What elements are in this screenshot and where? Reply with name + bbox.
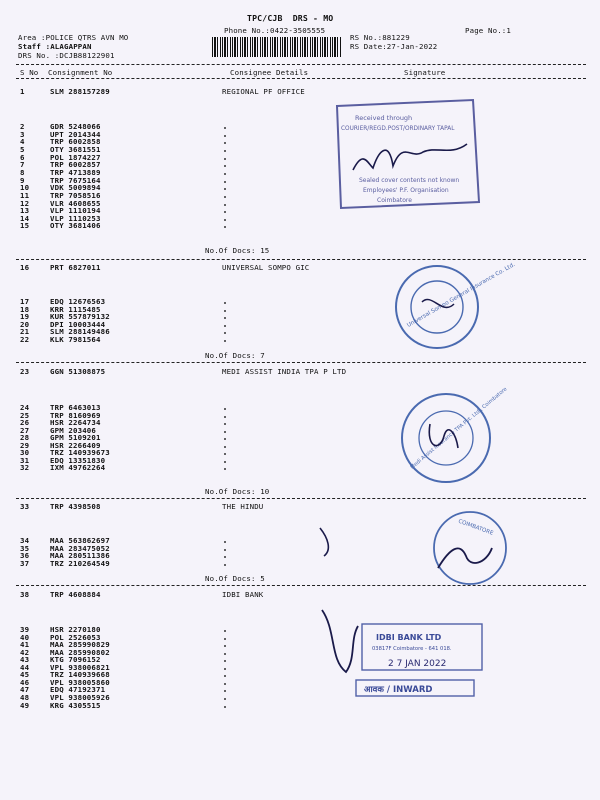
row-sno: 45 [20, 670, 30, 680]
row-consignee: IDBI BANK [222, 590, 264, 599]
hindu-signature [438, 548, 492, 568]
row-consignment: TRP 8160969 [50, 410, 101, 420]
row-sno: 9 [20, 175, 25, 185]
row-sno: 48 [20, 692, 30, 702]
row-dot [224, 423, 226, 425]
row-dot [224, 408, 226, 410]
row-consignment: VDK 5009894 [50, 183, 101, 193]
row-dot [224, 158, 226, 160]
row-consignment: HSR 2270180 [50, 625, 101, 634]
row-consignment: POL 1874227 [50, 152, 101, 162]
row-sno: 42 [20, 647, 30, 657]
row-consignment: MAA 563862697 [50, 536, 110, 545]
row-sno: 32 [20, 463, 30, 472]
row-dot [224, 564, 226, 566]
row-consignment: VPL 938005860 [50, 677, 110, 687]
row-dot [224, 165, 226, 167]
row-dot [224, 446, 226, 448]
row-sno: 29 [20, 440, 30, 450]
row-consignment: TRP 7675164 [50, 175, 101, 185]
row-consignment: TRP 6002858 [50, 137, 101, 147]
row-sno: 22 [20, 335, 30, 344]
row-consignee: UNIVERSAL SOMPO GIC [222, 263, 310, 272]
row-dot [224, 142, 226, 144]
row-consignment: MAA 285990802 [50, 647, 110, 657]
row-dot [224, 556, 226, 558]
idbi-signature [322, 610, 358, 672]
col-consignment: Consignment No [48, 68, 113, 77]
row-sno: 38 [20, 590, 30, 599]
row-sno: 35 [20, 543, 30, 553]
row-consignment: IXM 49762264 [50, 463, 106, 472]
barcode [212, 37, 342, 57]
row-dot [224, 226, 226, 228]
row-dot [224, 317, 226, 319]
idbi-date: 2 7 JAN 2022 [388, 659, 447, 669]
row-sno: 20 [20, 319, 30, 329]
row-dot [224, 468, 226, 470]
row-consignment: TRZ 140939668 [50, 670, 110, 680]
hindu-seal [310, 508, 510, 588]
pf-stamp-line: Coimbatore [377, 197, 412, 204]
phone-number: Phone No.:0422-3505555 [224, 26, 326, 35]
row-dot [224, 188, 226, 190]
row-sno: 46 [20, 677, 30, 687]
row-consignee: REGIONAL PF OFFICE [222, 87, 305, 96]
row-sno: 2 [20, 122, 25, 131]
row-consignee: MEDI ASSIST INDIA TPA P LTD [222, 367, 347, 376]
pf-stamp-line: Received through [355, 114, 413, 122]
row-sno: 12 [20, 198, 30, 208]
separator [16, 259, 586, 260]
row-sno: 36 [20, 551, 30, 560]
col-sno: S No [20, 68, 39, 77]
row-dot [224, 668, 226, 670]
row-sno: 19 [20, 312, 30, 322]
pf-office-stamp [333, 100, 483, 210]
row-consignment: PRT 6827011 [50, 263, 101, 272]
row-dot [224, 438, 226, 440]
row-consignment: TRP 7058516 [50, 190, 101, 200]
document-title: TPC/CJB DRS - MO [247, 13, 334, 23]
row-sno: 47 [20, 685, 30, 695]
row-dot [224, 302, 226, 304]
row-dot [224, 332, 226, 334]
row-dot [224, 645, 226, 647]
row-consignment: TRZ 140939673 [50, 448, 110, 457]
row-consignment: KRR 1115485 [50, 304, 101, 314]
col-signature: Signature [404, 68, 446, 77]
row-dot [224, 325, 226, 327]
row-consignment: GGN 51308875 [50, 367, 106, 376]
row-sno: 7 [20, 160, 25, 170]
rs-date: RS Date:27-Jan-2022 [350, 42, 438, 51]
row-consignment: OTY 3681406 [50, 221, 101, 231]
separator [16, 498, 586, 499]
row-sno: 17 [20, 297, 30, 306]
row-dot [224, 431, 226, 433]
row-sno: 13 [20, 206, 30, 216]
idbi-inward: आवक / INWARD [364, 685, 433, 695]
drs-number: DRS No. :DCJB88122901 [18, 51, 115, 60]
row-sno: 25 [20, 410, 30, 420]
row-consignment: SLM 288157289 [50, 87, 110, 96]
row-consignment: SLM 288149486 [50, 327, 110, 337]
pf-stamp-line: COURIER/REGD.POST/ORDINARY TAPAL [341, 126, 455, 132]
area-label: Area :POLICE QTRS AVN MO [18, 33, 129, 42]
row-sno: 40 [20, 632, 30, 642]
row-dot [224, 135, 226, 137]
idbi-bank-name: IDBI BANK LTD [376, 633, 442, 642]
row-dot [224, 549, 226, 551]
row-dot [224, 541, 226, 543]
row-sno: 39 [20, 625, 30, 634]
row-consignment: MAA 280511386 [50, 551, 110, 560]
row-dot [224, 690, 226, 692]
row-sno: 37 [20, 558, 30, 568]
medi-seal-text: Medi Assist Insurance TPA Pvt. Ltd., Coimbatore [409, 386, 509, 471]
row-dot [224, 310, 226, 312]
row-sno: 23 [20, 367, 30, 376]
row-dot [224, 340, 226, 342]
idbi-branch: 03817F Coimbatore - 641 018. [372, 646, 452, 652]
row-sno: 49 [20, 700, 30, 710]
row-sno: 33 [20, 502, 30, 511]
row-sno: 15 [20, 221, 30, 231]
row-consignment: OTY 3681551 [50, 144, 101, 154]
hindu-seal-text: COIMBATORE [457, 518, 494, 537]
row-consignment: UPT 2014344 [50, 129, 101, 139]
group-doc-count: No.Of Docs: 5 [205, 574, 265, 583]
row-consignment: VLP 1110194 [50, 206, 101, 216]
row-sno: 44 [20, 662, 30, 672]
row-consignment: TRP 6002857 [50, 160, 101, 170]
row-dot [224, 181, 226, 183]
separator [16, 362, 586, 363]
row-sno: 28 [20, 433, 30, 442]
row-dot [224, 706, 226, 708]
row-consignment: HSR 2266409 [50, 440, 101, 450]
row-dot [224, 173, 226, 175]
row-sno: 26 [20, 418, 30, 427]
row-sno: 18 [20, 304, 30, 314]
group-doc-count: No.Of Docs: 7 [205, 351, 265, 360]
row-consignment: HSR 2264734 [50, 418, 101, 427]
row-consignment: GPM 203406 [50, 425, 96, 435]
sompo-seal [392, 261, 517, 352]
row-sno: 41 [20, 640, 30, 650]
row-consignment: EDQ 13351830 [50, 455, 106, 465]
separator [16, 78, 586, 79]
row-consignment: KRG 4305515 [50, 700, 101, 710]
row-dot [224, 127, 226, 129]
row-sno: 34 [20, 536, 30, 545]
pf-stamp-line: Employees' P.F. Organisation [363, 187, 449, 194]
idbi-inward-stamp [316, 600, 496, 710]
row-dot [224, 698, 226, 700]
rs-number: RS No.:881229 [350, 33, 410, 42]
row-sno: 43 [20, 655, 30, 665]
row-consignment: TRP 4398508 [50, 502, 101, 511]
row-consignment: DPI 10003444 [50, 319, 106, 329]
row-dot [224, 461, 226, 463]
row-consignment: EDQ 47192371 [50, 685, 106, 695]
row-consignment: MAA 283475052 [50, 543, 110, 553]
row-consignment: VLP 1110253 [50, 213, 101, 223]
row-consignment: EDQ 12676563 [50, 297, 106, 306]
row-consignment: MAA 285990829 [50, 640, 110, 650]
row-dot [224, 675, 226, 677]
row-sno: 4 [20, 137, 25, 147]
row-consignment: TRP 4608884 [50, 590, 101, 599]
row-sno: 14 [20, 213, 30, 223]
row-consignment: GPM 5109201 [50, 433, 101, 442]
row-consignment: GDR 5248066 [50, 122, 101, 131]
row-sno: 5 [20, 144, 25, 154]
row-sno: 8 [20, 167, 25, 177]
row-consignee: THE HINDU [222, 502, 264, 511]
row-sno: 27 [20, 425, 30, 435]
row-sno: 31 [20, 455, 30, 465]
row-dot [224, 638, 226, 640]
row-dot [224, 211, 226, 213]
row-consignment: KLK 7981564 [50, 335, 101, 344]
row-consignment: POL 2526053 [50, 632, 101, 642]
row-sno: 21 [20, 327, 30, 337]
separator [16, 64, 586, 65]
row-dot [224, 453, 226, 455]
pf-stamp-line: Sealed cover contents not known [359, 177, 460, 184]
row-consignment: TRP 4713889 [50, 167, 101, 177]
row-sno: 30 [20, 448, 30, 457]
col-consignee: Consignee Details [230, 68, 309, 77]
row-dot [224, 416, 226, 418]
row-consignment: TRP 6463013 [50, 403, 101, 412]
row-dot [224, 660, 226, 662]
row-sno: 6 [20, 152, 25, 162]
row-sno: 11 [20, 190, 30, 200]
row-consignment: KTG 7096152 [50, 655, 101, 665]
group-doc-count: No.Of Docs: 10 [205, 487, 270, 496]
row-dot [224, 196, 226, 198]
row-dot [224, 653, 226, 655]
sompo-seal-text: Universal Sompo General Insurance Co. Ltd. [406, 261, 517, 329]
row-sno: 1 [20, 87, 25, 96]
row-consignment: VPL 938005926 [50, 692, 110, 702]
row-consignment: VLR 4608655 [50, 198, 101, 208]
row-sno: 24 [20, 403, 30, 412]
row-consignment: TRZ 210264549 [50, 558, 110, 568]
group-doc-count: No.Of Docs: 15 [205, 246, 270, 255]
row-consignment: KUR 557879132 [50, 312, 110, 322]
medi-assist-seal [396, 386, 509, 488]
pf-signature [353, 144, 467, 170]
staff-name: Staff :ALAGAPPAN [18, 42, 92, 51]
page-number: Page No.:1 [465, 26, 511, 35]
row-sno: 10 [20, 183, 30, 193]
row-dot [224, 150, 226, 152]
row-dot [224, 204, 226, 206]
row-dot [224, 219, 226, 221]
row-dot [224, 630, 226, 632]
row-sno: 3 [20, 129, 25, 139]
row-sno: 16 [20, 263, 30, 272]
row-dot [224, 683, 226, 685]
row-consignment: VPL 938006821 [50, 662, 110, 672]
